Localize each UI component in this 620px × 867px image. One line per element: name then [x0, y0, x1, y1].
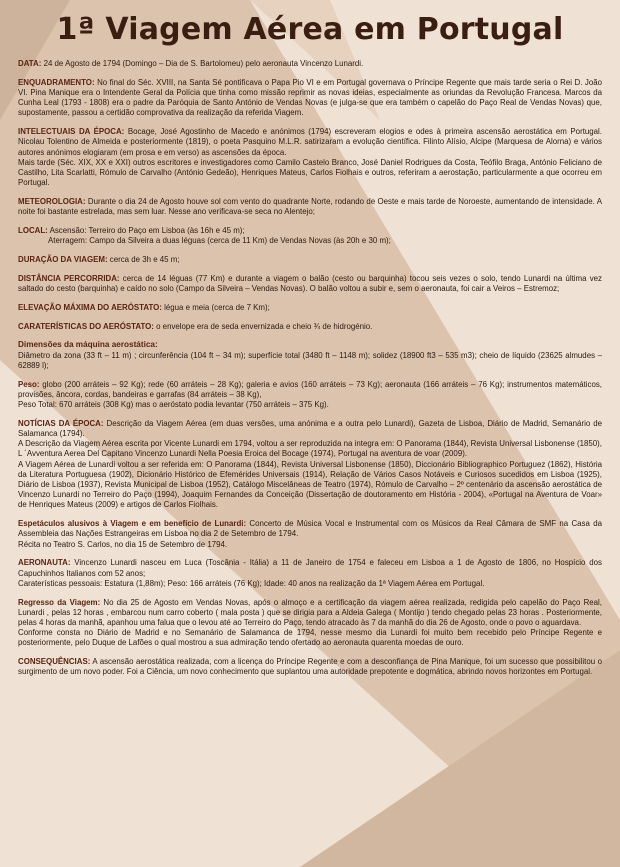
- section-distancia: [18, 274, 602, 294]
- intelectuais-text-1: Bocage, José Agostinho de Macedo e anónimos (1794) escreveram elogios e odes à primeira ascensão aerostática em Portugal. Nicolau Tolentino de Almeida e posteriormente (1819), o poeta Pasquino M.L.R. satirizaram a evolução científica. Filinto Alísio, Alcipe (Marquesa de Alorna) e vários autores anónimos elogiaram (em prosa e em verso) as ascensões da época.: [18, 127, 603, 157]
- peso-text-2: Peso Total: 670 arráteis (308 Kg) mas o aeróstato podia levantar (750 arráteis – 375 Kg).: [18, 400, 329, 410]
- enquadramento-text: No final do Séc. XVIII, na Santa Sé pontificava o Papa Pio VI e em Portugal governava o Príncipe Regente que mais tarde seria o Rei D. João VI. Pina Manique era o Intendente Geral da Polícia que tinha como missão reprimir as novas ideias, especialmente as oriundas da Revolução Francesa. Marcos da Cunha Leal (1793 - 1808) era o padre da Paróquia de Santo António de Vendas Novas (e julga-se que era também o capelão do Paço Real de Vendas Novas) que, supostamente, passou a certidão comprovativa da realização da referida Viagem.: [18, 77, 602, 118]
- caracteristicas-label: CARATERÍSTICAS DO AERÓSTATO:: [18, 321, 154, 331]
- noticias-text-3: A Viagem Aérea de Lunardi voltou a ser referida em: O Panorama (1844), Revista Universal Lisbonense (1850), Diccionário Bibliographico Portuguez (1862), História da Literatura Portuguesa (1902), Dicionário Histórico de Efemérides Universais (1914), Relação de Vários Casos Notáveis e Curiosos sucedidos em Lisboa (1925), Diário de Lisboa (1937), Revista Municipal de Lisboa (1952), Catálogo Miscelâneas de Teatro (1974), Rómulo de Carvalho – 2º centenário da ascensão aerostática de Vincenzo Lunardi no Terreiro do Paço (1994), Joaquim Fernandes da Conceição (Dissertação de doutoramento em História - 2004), «Portugal na Aventura de Voar» de Henriques Mateus (2009) e artigos de Carlos Fiolhais.: [18, 459, 602, 510]
- intelectuais-text-2: Mais tarde (Séc. XIX, XX e XXI) outros escritores e investigadores como Camilo Castelo Branco, José Daniel Rodrigues da Costa, Teófilo Braga, António Feliciano de Castilho, Lita Scarlatti, Rómulo de Carvalho (António Gedeão), Henriques Mateus, Carlos Fiolhais e outros, referiram a aerostação, particularmente a que ocorreu em Portugal.: [18, 157, 602, 188]
- page-title: 1ª Viagem Aérea em Portugal: [56, 12, 564, 47]
- section-elevacao: [18, 303, 602, 313]
- section-intelectuais: [18, 127, 602, 188]
- noticias-text-1: Descrição da Viagem Aérea (em duas versões, uma anónima e a outra pelo Lunardi), Gazeta de Lisboa, Diário de Madrid, Semanário de Salamanca (1794).: [18, 418, 602, 439]
- distancia-text: cerca de 14 léguas (77 Km) e durante a viagem o balão (cesto ou barquinha) tocou seis vezes o solo, tendo Lunardi na última vez saltado do cesto (barquinha) e caído no solo (Campo da Silveira – Vendas Novas). O balão voltou a subir e, sem o aeronauta, foi cair a Veiros – Estremoz;: [18, 273, 602, 294]
- dimensoes-text: Diâmetro da zona (33 ft – 11 m) ; circunferência (104 ft – 34 m); superfície total (3480 ft – 1148 m); solidez (18900 ft3 – 535 m3); cheio de líquido (23625 almudes – 62889 l);: [18, 350, 602, 370]
- data-label: DATA:: [18, 59, 42, 68]
- espetaculos-text-2: Récita no Teatro S. Carlos, no dia 15 de Setembro de 1794.: [18, 539, 228, 549]
- section-duracao: [18, 255, 602, 265]
- elevacao-text: légua e meia (cerca de 7 Km);: [161, 302, 270, 312]
- noticias-text-2: A Descrição da Viagem Aérea escrita por Vicente Lunardi em 1794, voltou a ser reproduzida na integra em: O Panorama (1844), Revista Universal Lisbonense (1850), L ´Avventura Aerea Del Capitano Vincenzo Lunardi Nella Poesia Eroica del Bocage (1974), Portugal na aventura de voar (2009).: [18, 439, 602, 459]
- dimensoes-label: Dimensões da máquina aerostática:: [18, 340, 158, 350]
- local-line-2: Aterragem: Campo da Silveira a duas léguas (cerca de 11 Km) de Vendas Novas (às 20h e 30 m);: [48, 236, 391, 246]
- regresso-text-1: No dia 25 de Agosto em Vendas Novas, após o almoço e a certificação da viagem aérea realizada, redigida pelo capelão do Paço Real, Lunardi , pelas 12 horas , embarcou num carro coberto ( mala posta ) que se dirigia para a Aldeia Galega ( Montijo ) tendo chegado pelas 23 horas . Posteriormente, pelas 4 horas da manhã, apanhou uma falua que o levou até ao Terreiro do Paço, tendo atracado às 7 da manhã do dia 26 de Agosto, onde o povo o aguardava.: [18, 597, 603, 628]
- peso-text-1: globo (200 arráteis – 92 Kg); rede (60 arráteis – 28 Kg); galeria e avios (160 arráteis – 73 Kg); aeronauta (166 arráteis – 76 Kg); instrumentos matemáticos, provisões, âncora, cordas, bandeiras e garrafas (84 arráteis – 38 Kg),: [18, 379, 602, 399]
- meteorologia-text: Durante o dia 24 de Agosto houve sol com vento do quadrante Norte, rodando de Oeste e mais tarde de Noroeste, aumentando de intensidade. A noite foi bastante estrelada, mas sem luar. Nesse ano verificava-se seca no Alentejo;: [18, 197, 602, 217]
- aeronauta-text-1: Vincenzo Lunardi nasceu em Luca (Toscânia - Itália) a 11 de Janeiro de 1754 e faleceu em Lisboa a 1 de Agosto de 1806, no Hospício dos Capuchinhos Italianos com 52 anos;: [18, 558, 602, 578]
- enquadramento-label: ENQUADRAMENTO:: [18, 77, 95, 87]
- regresso-label: Regresso da Viagem:: [18, 597, 101, 607]
- section-enquadramento: [18, 78, 602, 119]
- aeronauta-text-2: Caraterísticas pessoais: Estatura (1,88m); Peso: 166 arráteis (76 Kg); Idade: 40 anos na realização da 1ª Viagem Aérea em Portugal.: [18, 578, 485, 588]
- section-local: [18, 226, 602, 246]
- local-label: LOCAL:: [18, 226, 48, 236]
- section-dimensoes: [18, 340, 602, 371]
- duracao-label: DURAÇÃO DA VIAGEM:: [18, 255, 108, 265]
- caracteristicas-text: o envelope era de seda envernizada e cheio ¾ de hidrogénio.: [153, 321, 373, 331]
- espetaculos-label: Espetáculos alusivos à Viagem e em benefício de Lunardi:: [18, 519, 247, 529]
- noticias-label: NOTÍCIAS DA ÉPOCA:: [18, 418, 104, 428]
- duracao-text: cerca de 3h e 45 m;: [107, 255, 180, 265]
- section-espetaculos: [18, 519, 602, 550]
- aeronauta-label: AERONAUTA:: [18, 558, 71, 568]
- section-consequencias: [18, 657, 602, 677]
- section-regresso: [18, 598, 602, 649]
- consequencias-text: A ascensão aerostática realizada, com a licença do Príncipe Regente e com a desconfiança de Pina Manique, foi um sucesso que possibilitou o surgimento de um novo poder. Foi a Ciência, um novo conhecimento que suplantou uma autoridade prepotente e dogmática, abrindo novos horizontes em Portugal.: [18, 657, 602, 677]
- section-meteorologia: [18, 197, 602, 217]
- espetaculos-text-1: Concerto de Música Vocal e Instrumental com os Músicos da Real Câmara de SMF na Casa da Assembleia das Nações Estrangeiras em Lisboa no dia 2 de Setembro de 1794.: [18, 519, 602, 539]
- section-data: [18, 59, 602, 69]
- meteorologia-label: METEOROLOGIA:: [18, 197, 86, 207]
- distancia-label: DISTÂNCIA PERCORRIDA:: [18, 273, 120, 283]
- section-noticias: [18, 419, 602, 511]
- local-line-1: Ascensão: Terreiro do Paço em Lisboa (às 16h e 45 m);: [47, 226, 245, 236]
- consequencias-label: CONSEQUÊNCIAS:: [18, 657, 91, 667]
- elevacao-label: ELEVAÇÃO MÁXIMA DO AERÓSTATO:: [18, 302, 162, 312]
- section-peso: [18, 380, 602, 411]
- intelectuais-label: INTELECTUAIS DA ÉPOCA:: [18, 127, 125, 137]
- section-caracteristicas: [18, 322, 602, 332]
- data-text: 24 de Agosto de 1794 (Domingo – Dia de S. Bartolomeu) pelo aeronauta Vincenzo Lunardi.: [41, 59, 364, 68]
- regresso-text-2: Conforme consta no Diário de Madrid e no Semanário de Salamanca de 1794, nesse mesmo dia Lunardi foi muito bem recebido pelo Príncipe Regente e posteriormente, pelo Duque de Lafões o qual mostrou a sua admiração tendo ofertado ao aeronauta quarenta moedas de ouro.: [18, 628, 602, 648]
- section-aeronauta: [18, 558, 602, 589]
- peso-label: Peso:: [18, 379, 40, 389]
